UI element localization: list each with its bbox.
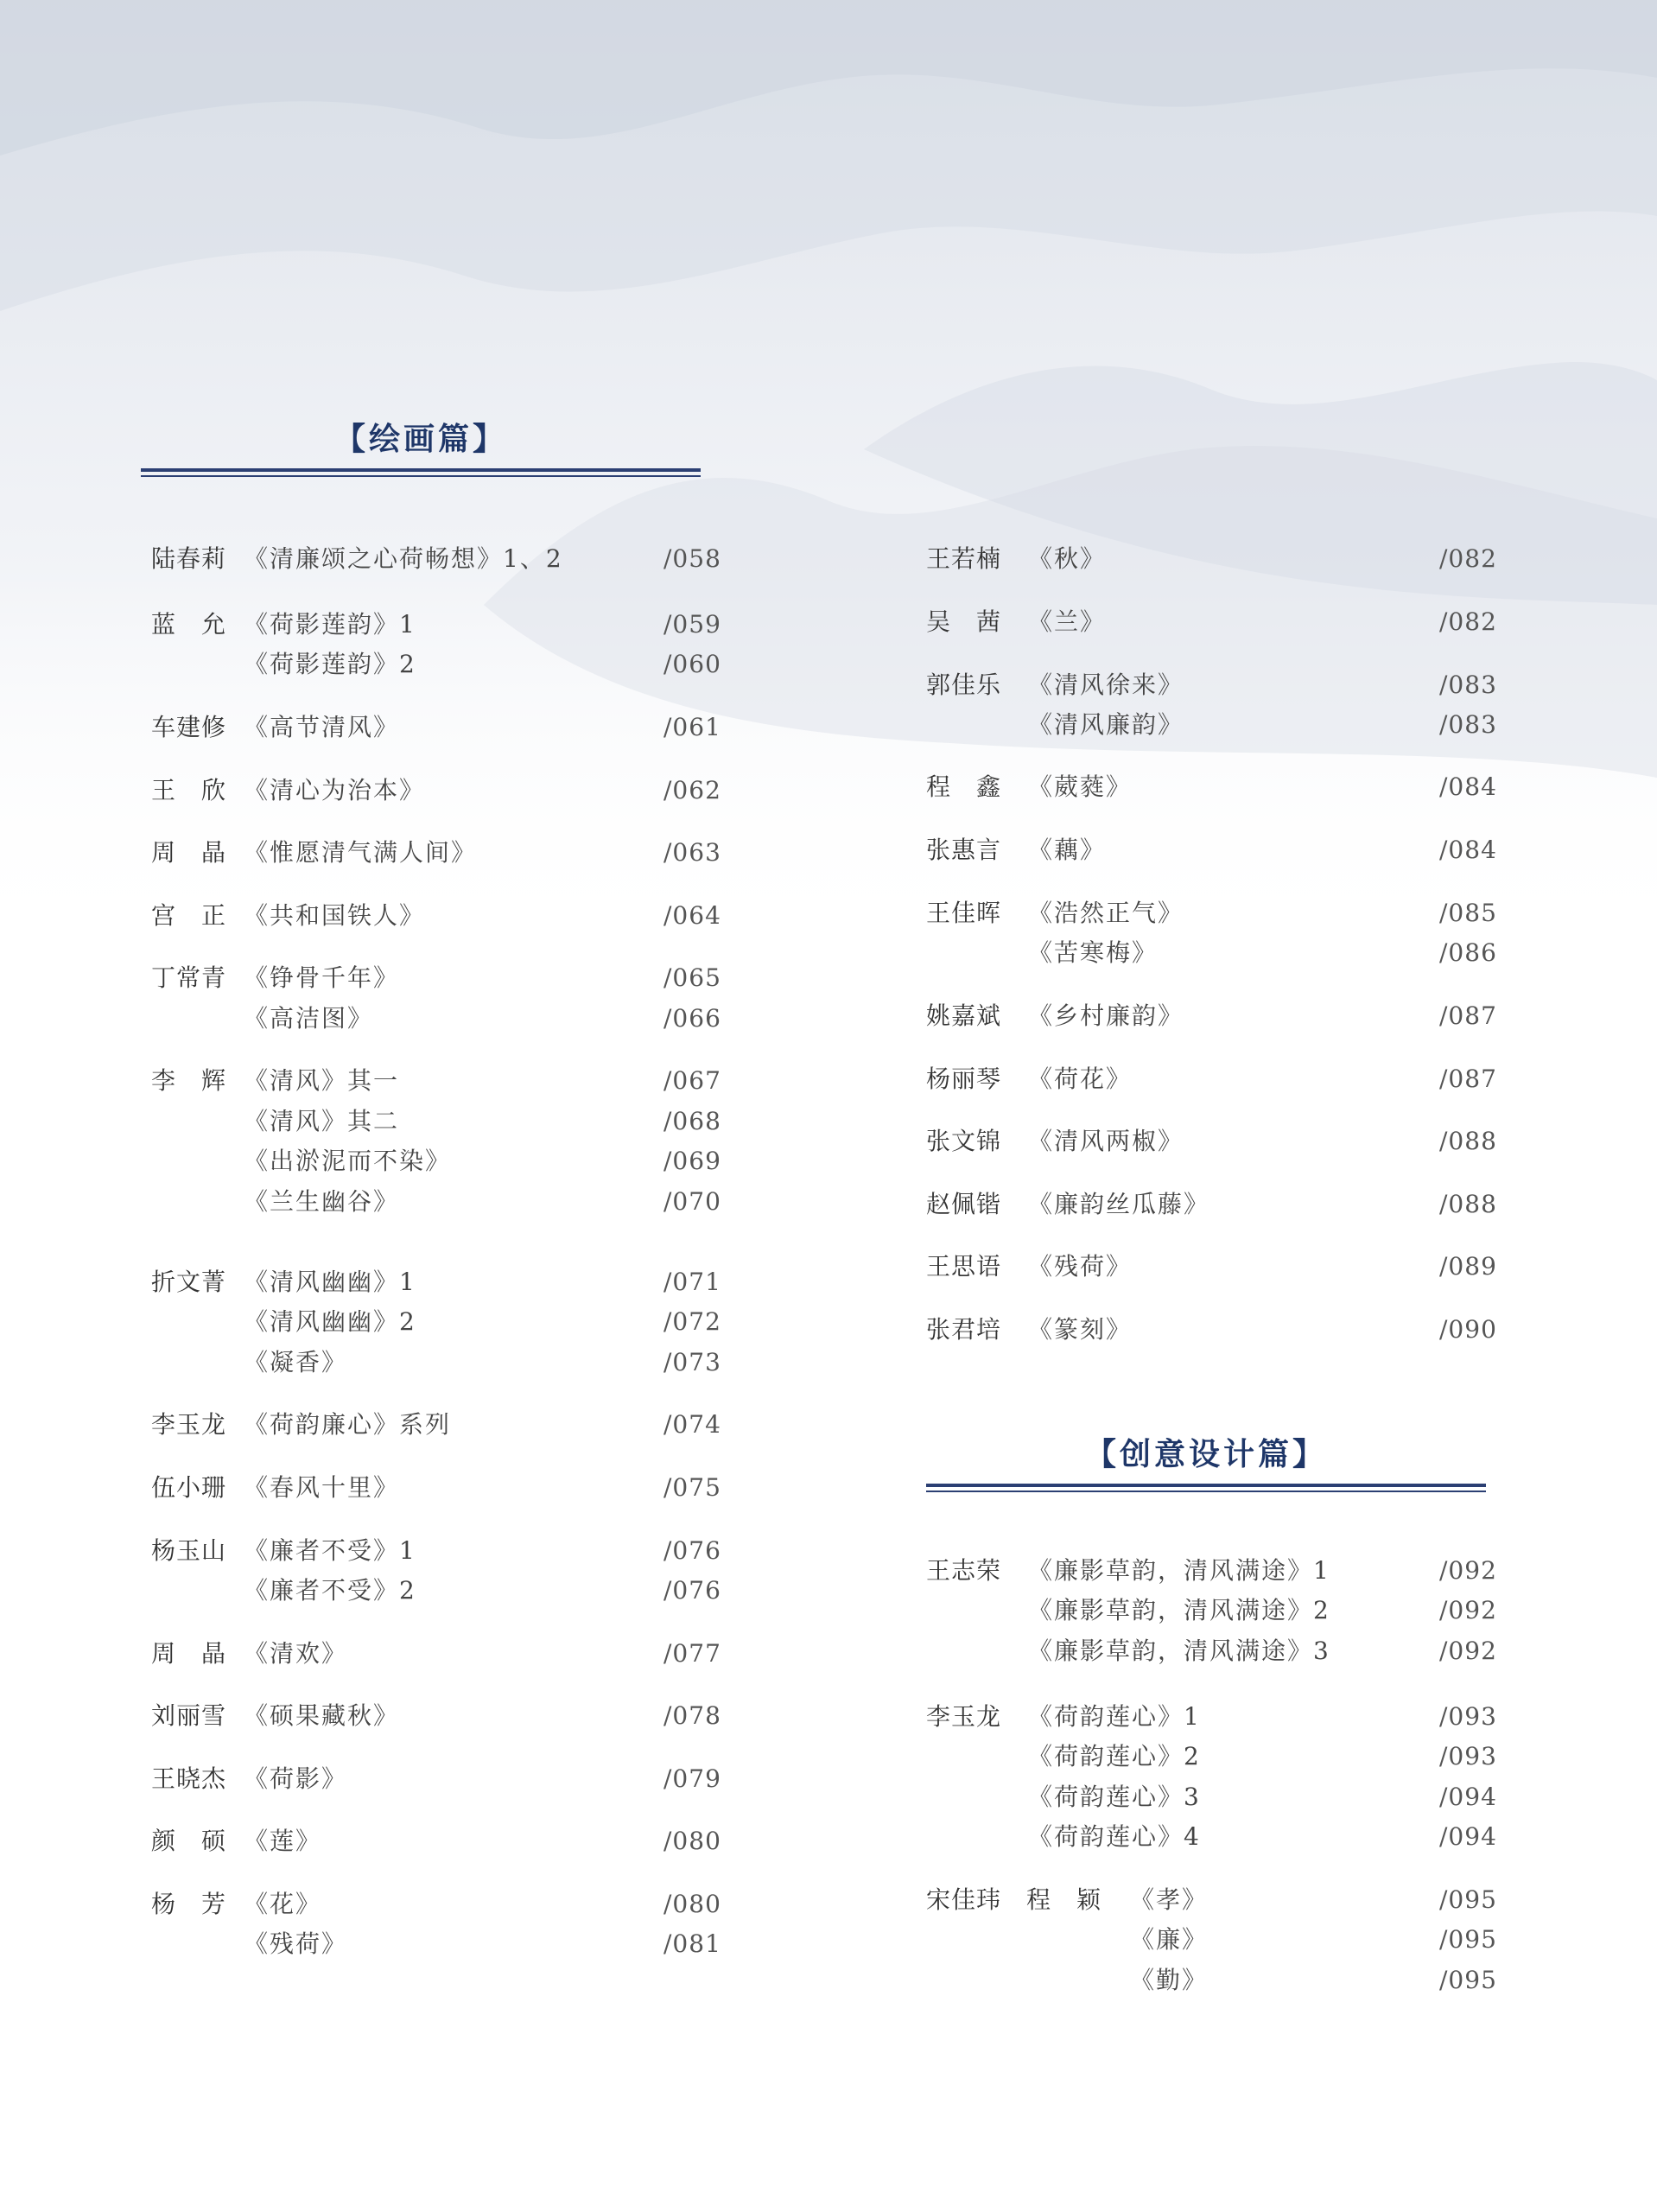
entry-page-number: /082 — [1439, 544, 1497, 573]
entry-author: 周 晶 — [151, 1639, 227, 1668]
toc-entry[interactable] — [0, 996, 1657, 1036]
entry-author: 李 辉 — [151, 1066, 227, 1095]
toc-entry[interactable] — [0, 1737, 1657, 1777]
entry-page-number: /077 — [663, 1639, 721, 1668]
entry-page-number: /095 — [1439, 1885, 1497, 1914]
entry-page-number: /065 — [663, 963, 721, 992]
entry-work-title: 《廉影草韵，清风满途》1 — [1028, 1556, 1330, 1585]
entry-work-title: 《清风幽幽》1 — [244, 1268, 416, 1296]
entry-author: 张惠言 — [926, 836, 1002, 864]
toc-entry[interactable] — [0, 767, 1657, 807]
entry-work-title: 《浩然正气》 — [1028, 899, 1184, 927]
entry-work-title: 《清廉颂之心荷畅想》1、2 — [244, 544, 563, 573]
entry-page-number: /082 — [1439, 607, 1497, 636]
entry-author: 伍小珊 — [151, 1473, 227, 1502]
toc-entry[interactable] — [0, 1777, 1657, 1817]
entry-work-title: 《残荷》 — [1028, 1252, 1133, 1281]
entry-work-title: 《荷影》 — [244, 1764, 348, 1793]
entry-work-title: 《廉者不受》1 — [244, 1536, 416, 1565]
entry-page-number: /075 — [663, 1473, 721, 1502]
entry-author: 赵佩锴 — [926, 1190, 1002, 1218]
entry-work-title: 《荷韵莲心》1 — [1028, 1702, 1201, 1731]
entry-work-title: 《春风十里》 — [244, 1473, 400, 1502]
entry-page-number: /090 — [1439, 1315, 1497, 1344]
entry-work-title: 《残荷》 — [244, 1929, 348, 1958]
entry-author: 王佳晖 — [926, 899, 1002, 927]
entry-page-number: /088 — [1439, 1190, 1497, 1218]
entry-page-number: /064 — [663, 901, 721, 930]
entry-work-title: 《荷韵莲心》3 — [1028, 1783, 1201, 1811]
entry-work-title: 《廉》 — [1130, 1925, 1209, 1954]
entry-work-title: 《葳蕤》 — [1028, 772, 1133, 801]
entry-work-title: 《苦寒梅》 — [1028, 938, 1159, 967]
entry-page-number: /060 — [663, 650, 721, 678]
entry-page-number: /081 — [663, 1929, 721, 1958]
entry-work-title: 《荷韵莲心》4 — [1028, 1822, 1201, 1851]
entry-author: 张文锦 — [926, 1127, 1002, 1155]
entry-page-number: /080 — [663, 1827, 721, 1855]
entry-work-title: 《孝》 — [1130, 1885, 1209, 1914]
entry-work-title: 《清风两椒》 — [1028, 1127, 1184, 1155]
entry-page-number: /086 — [1439, 938, 1497, 967]
entry-work-title: 《秋》 — [1028, 544, 1107, 573]
entry-author: 折文菁 — [151, 1268, 227, 1296]
toc-entry[interactable] — [0, 893, 1657, 933]
entry-work-title: 《高洁图》 — [244, 1004, 374, 1033]
toc-entry[interactable] — [0, 1961, 1657, 2000]
entry-author: 周 晶 — [151, 838, 227, 867]
entry-work-title: 《硕果藏秋》 — [244, 1701, 400, 1730]
entry-work-title: 《篆刻》 — [1028, 1315, 1133, 1344]
entry-page-number: /088 — [1439, 1127, 1497, 1155]
toc-entry[interactable] — [0, 1468, 1657, 1508]
toc-entry[interactable] — [0, 1631, 1657, 1671]
entry-author: 张君培 — [926, 1315, 1002, 1344]
entry-page-number: /092 — [1439, 1637, 1497, 1665]
entry-work-title: 《廉影草韵，清风满途》3 — [1028, 1637, 1330, 1665]
entry-author: 吴 茜 — [926, 607, 1002, 636]
entry-author: 蓝 允 — [151, 610, 227, 639]
entry-work-title: 《铮骨千年》 — [244, 963, 400, 992]
entry-page-number: /072 — [663, 1307, 721, 1336]
entry-page-number: /061 — [663, 713, 721, 741]
entry-author: 王 欣 — [151, 776, 227, 804]
entry-page-number: /093 — [1439, 1702, 1497, 1731]
entry-work-title: 《荷花》 — [1028, 1065, 1133, 1093]
entry-page-number: /058 — [663, 544, 721, 573]
entry-work-title: 《清欢》 — [244, 1639, 348, 1668]
entry-page-number: /087 — [1439, 1001, 1497, 1030]
toc-entry[interactable] — [0, 1697, 1657, 1737]
toc-entry[interactable] — [0, 933, 1657, 973]
painting-section-header — [141, 415, 701, 477]
entry-page-number: /094 — [1439, 1822, 1497, 1851]
entry-author: 李玉龙 — [926, 1702, 1002, 1731]
entry-page-number: /085 — [1439, 899, 1497, 927]
entry-page-number: /094 — [1439, 1783, 1497, 1811]
entry-page-number: /076 — [663, 1576, 721, 1605]
toc-entry[interactable] — [0, 1551, 1657, 1591]
entry-author: 宋佳玮 程 颖 — [926, 1885, 1102, 1914]
entry-work-title: 《清风》其二 — [244, 1107, 400, 1135]
entry-author: 颜 硕 — [151, 1827, 227, 1855]
entry-author: 杨丽琴 — [926, 1065, 1002, 1093]
entry-work-title: 《清风幽幽》2 — [244, 1307, 416, 1336]
entry-author: 杨玉山 — [151, 1536, 227, 1565]
painting-rule-thin — [141, 475, 701, 477]
painting-section-title: 【绘画篇】 — [333, 422, 507, 457]
entry-page-number: /063 — [663, 838, 721, 867]
entry-page-number: /093 — [1439, 1742, 1497, 1770]
entry-author: 丁常青 — [151, 963, 227, 992]
toc-entry[interactable] — [0, 1310, 1657, 1350]
toc-entry[interactable] — [0, 1880, 1657, 1920]
entry-page-number: /083 — [1439, 671, 1497, 699]
toc-entry[interactable] — [0, 830, 1657, 870]
design-section-title: 【创意设计篇】 — [1084, 1437, 1327, 1472]
entry-work-title: 《荷韵廉心》系列 — [244, 1410, 452, 1439]
entry-page-number: /078 — [663, 1701, 721, 1730]
entry-page-number: /084 — [1439, 836, 1497, 864]
entry-page-number: /089 — [1439, 1252, 1497, 1281]
entry-page-number: /071 — [663, 1268, 721, 1296]
entry-work-title: 《清风廉韵》 — [1028, 710, 1184, 739]
toc-entry[interactable] — [0, 705, 1657, 745]
entry-author: 陆春莉 — [151, 544, 227, 573]
toc-entry[interactable] — [0, 602, 1657, 642]
painting-rule-thick — [141, 468, 701, 472]
toc-entry[interactable] — [0, 665, 1657, 705]
entry-page-number: /068 — [663, 1107, 721, 1135]
entry-author: 王晓杰 — [151, 1764, 227, 1793]
toc-entry[interactable] — [0, 1247, 1657, 1287]
entry-work-title: 《廉者不受》2 — [244, 1576, 416, 1605]
entry-author: 王志荣 — [926, 1556, 1002, 1585]
entry-work-title: 《高节清风》 — [244, 713, 400, 741]
entry-page-number: /087 — [1439, 1065, 1497, 1093]
entry-page-number: /092 — [1439, 1596, 1497, 1624]
entry-work-title: 《花》 — [244, 1890, 322, 1918]
entry-work-title: 《莲》 — [244, 1827, 322, 1855]
entry-work-title: 《荷影莲韵》1 — [244, 610, 416, 639]
entry-work-title: 《勤》 — [1130, 1966, 1209, 1994]
entry-page-number: /066 — [663, 1004, 721, 1033]
entry-page-number: /067 — [663, 1066, 721, 1095]
entry-work-title: 《乡村廉韵》 — [1028, 1001, 1184, 1030]
toc-entry[interactable] — [0, 1817, 1657, 1857]
entry-work-title: 《凝香》 — [244, 1348, 348, 1376]
toc-entry[interactable] — [0, 1920, 1657, 1960]
entry-work-title: 《兰》 — [1028, 607, 1107, 636]
entry-page-number: /092 — [1439, 1556, 1497, 1585]
entry-page-number: /059 — [663, 610, 721, 639]
entry-page-number: /079 — [663, 1764, 721, 1793]
entry-author: 杨 芳 — [151, 1890, 227, 1918]
entry-author: 王若楠 — [926, 544, 1002, 573]
entry-work-title: 《廉影草韵，清风满途》2 — [1028, 1596, 1330, 1624]
entry-work-title: 《共和国铁人》 — [244, 901, 426, 930]
entry-page-number: /070 — [663, 1187, 721, 1216]
entry-work-title: 《藕》 — [1028, 836, 1107, 864]
entry-author: 郭佳乐 — [926, 671, 1002, 699]
entry-page-number: /080 — [663, 1890, 721, 1918]
entry-work-title: 《惟愿清气满人间》 — [244, 838, 478, 867]
entry-page-number: /062 — [663, 776, 721, 804]
entry-work-title: 《清风》其一 — [244, 1066, 400, 1095]
toc-entry[interactable] — [0, 1122, 1657, 1161]
entry-page-number: /095 — [1439, 1966, 1497, 1994]
toc-entry[interactable] — [0, 1185, 1657, 1224]
entry-page-number: /095 — [1439, 1925, 1497, 1954]
entry-author: 刘丽雪 — [151, 1701, 227, 1730]
toc-entry[interactable] — [0, 1591, 1657, 1630]
toc-entry[interactable] — [0, 1059, 1657, 1099]
entry-work-title: 《出淤泥而不染》 — [244, 1147, 452, 1175]
entry-work-title: 《清心为治本》 — [244, 776, 426, 804]
entry-author: 李玉龙 — [151, 1410, 227, 1439]
entry-work-title: 《清风徐来》 — [1028, 671, 1184, 699]
entry-author: 宫 正 — [151, 901, 227, 930]
entry-page-number: /073 — [663, 1348, 721, 1376]
entry-work-title: 《荷韵莲心》2 — [1028, 1742, 1201, 1770]
toc-entry[interactable] — [0, 1405, 1657, 1445]
entry-page-number: /083 — [1439, 710, 1497, 739]
entry-author: 程 鑫 — [926, 772, 1002, 801]
entry-work-title: 《荷影莲韵》2 — [244, 650, 416, 678]
entry-work-title: 《兰生幽谷》 — [244, 1187, 400, 1216]
entry-page-number: /074 — [663, 1410, 721, 1439]
toc-entry[interactable] — [0, 539, 1657, 579]
entry-author: 王思语 — [926, 1252, 1002, 1281]
entry-work-title: 《廉韵丝瓜藤》 — [1028, 1190, 1210, 1218]
entry-page-number: /084 — [1439, 772, 1497, 801]
entry-author: 车建修 — [151, 713, 227, 741]
entry-page-number: /069 — [663, 1147, 721, 1175]
entry-author: 姚嘉斌 — [926, 1001, 1002, 1030]
entry-page-number: /076 — [663, 1536, 721, 1565]
